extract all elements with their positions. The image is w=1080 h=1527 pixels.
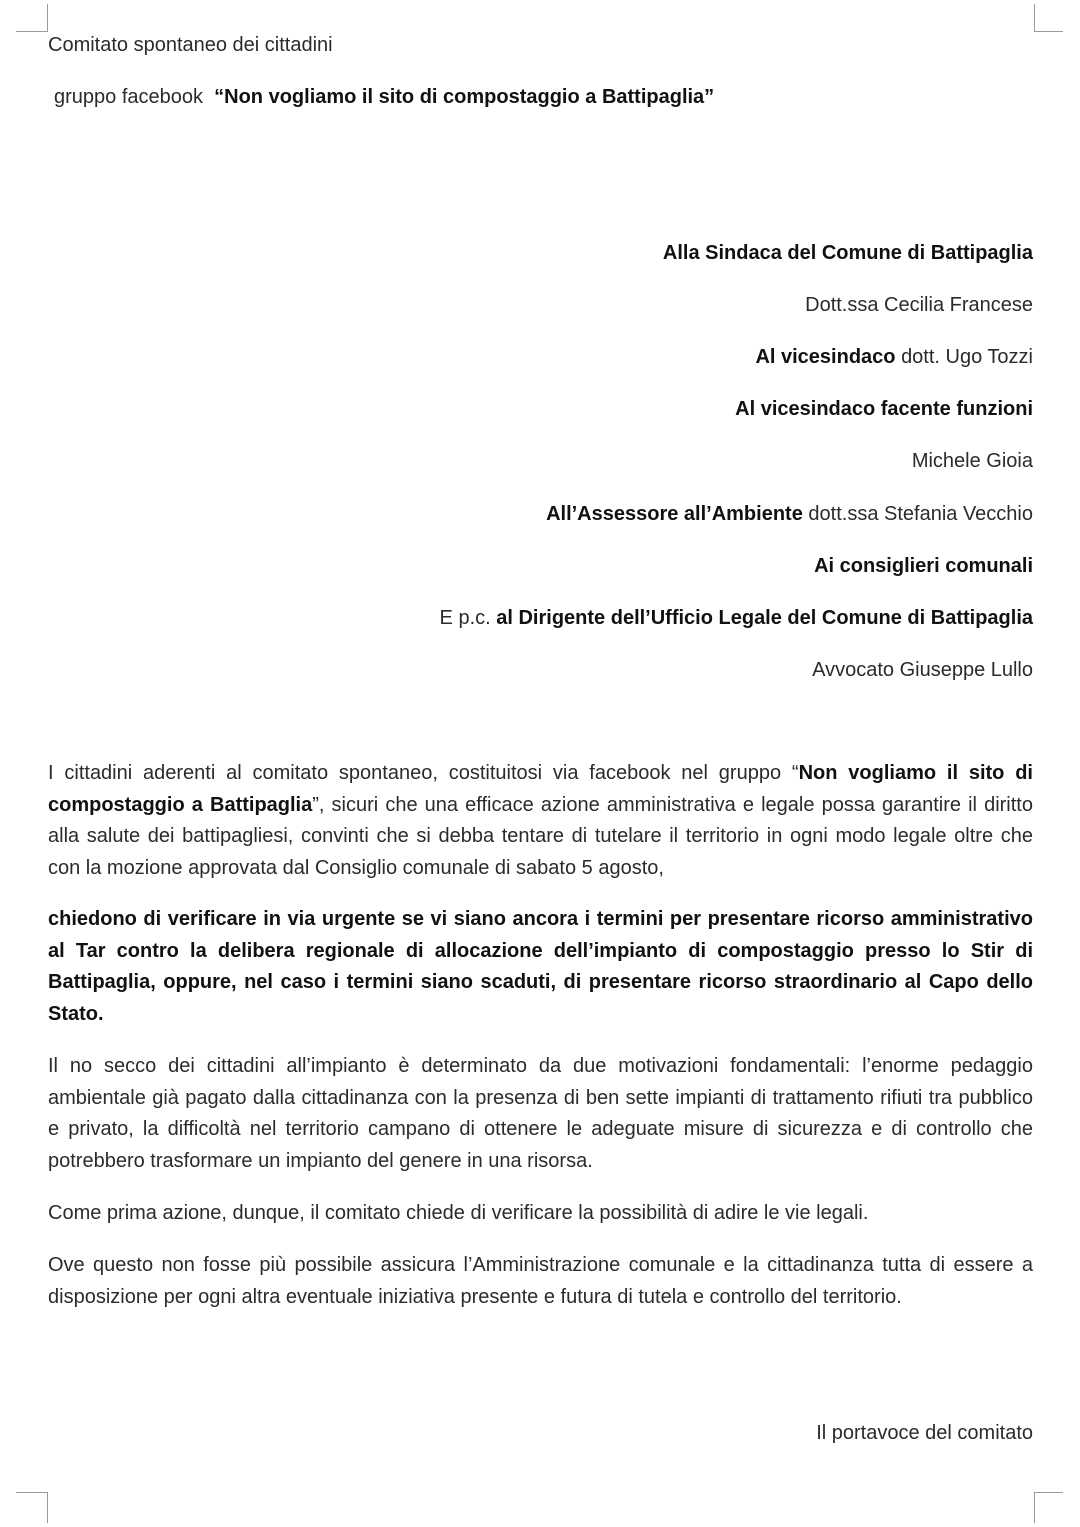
recipient-assessor: [546, 501, 1033, 527]
body-paragraph-3: Il no secco dei cittadini all’impianto è determinato da due motivazioni fondamentali: l’enorme pedaggio ambientale già pagato dalla cittadinanza con la presenza di ben sette impianti di trattamento rifiuti tra pubblico e privato, la difficoltà nel territorio campano di ottenere le adeguate misure di sicurezza e di controllo che potrebbero trasformare un impianto del genere in una risorsa.: [48, 1055, 1033, 1173]
p1-group-name: Non vogliamo il sito di compostaggio a Battipaglia: [48, 762, 1033, 816]
recipient-cc: [440, 605, 1033, 631]
crop-mark-bottom-right: [1034, 1492, 1063, 1523]
recipient-mayor-name: Dott.ssa Cecilia Francese: [805, 294, 1033, 316]
crop-mark-bottom-left: [16, 1492, 48, 1523]
crop-mark-top-right: [1034, 4, 1063, 32]
p1-end: ”, sicuri che una efficace azione amministrativa e legale possa garantire il diritto alla salute dei battipagliesi, convinti che si debba tentare di tutelare il territorio in ogni modo legale oltre che con la mozione approvata dal Consiglio comunale di sabato 5 agosto,: [48, 793, 1033, 880]
recipient-mayor: Alla Sindaca del Comune di Battipaglia: [662, 242, 1033, 264]
body-paragraph-request: chiedono di verificare in via urgente se vi siano ancora i termini per presentare ricorso amministrativo al Tar contro la delibera regionale di allocazione dell’impianto di compostaggio presso lo Stir di Battipaglia, oppure, nel caso i termini siano scaduti, di presentare ricorso straordinario al Capo dello Stato.: [48, 908, 1033, 1026]
cc-prefix: E p.c.: [439, 607, 491, 629]
crop-mark-top-left: [16, 4, 48, 32]
vice-label: Al vicesindaco: [755, 346, 896, 368]
assessor-name: dott.ssa Stefania Vecchio: [808, 503, 1033, 525]
recipient-vice-mayor: [755, 344, 1033, 370]
body-paragraph-1: [48, 758, 1033, 885]
body-paragraph-5: Ove questo non fosse più possibile assicura l’Amministrazione comunale e la cittadinanza tutta di essere a disposizione per ogni altra eventuale iniziativa presente e futura di tutela e controllo del territorio.: [48, 1254, 1033, 1308]
signature: Il portavoce del comitato: [816, 1422, 1033, 1444]
vice-name: dott. Ugo Tozzi: [901, 346, 1033, 368]
group-name: “Non vogliamo il sito di compostaggio a Battipaglia”: [214, 86, 715, 108]
p1-start: I cittadini aderenti al comitato spontaneo, costituitosi via facebook nel gruppo “: [48, 762, 799, 784]
recipient-acting-vice-name: Michele Gioia: [911, 450, 1033, 472]
assessor-label: All’Assessore all’Ambiente: [546, 503, 803, 525]
group-prefix: gruppo facebook: [54, 86, 204, 108]
recipient-cc-name: Avvocato Giuseppe Lullo: [812, 659, 1033, 681]
recipient-councillors: Ai consiglieri comunali: [814, 555, 1033, 577]
recipient-acting-vice: Al vicesindaco facente funzioni: [735, 398, 1033, 420]
body-paragraph-4: Come prima azione, dunque, il comitato chiede di verificare la possibilità di adire le vie legali.: [48, 1202, 869, 1224]
committee-name: Comitato spontaneo dei cittadini: [48, 34, 333, 56]
cc-label: al Dirigente dell’Ufficio Legale del Comune di Battipaglia: [496, 607, 1033, 629]
facebook-group-line: [54, 84, 714, 110]
